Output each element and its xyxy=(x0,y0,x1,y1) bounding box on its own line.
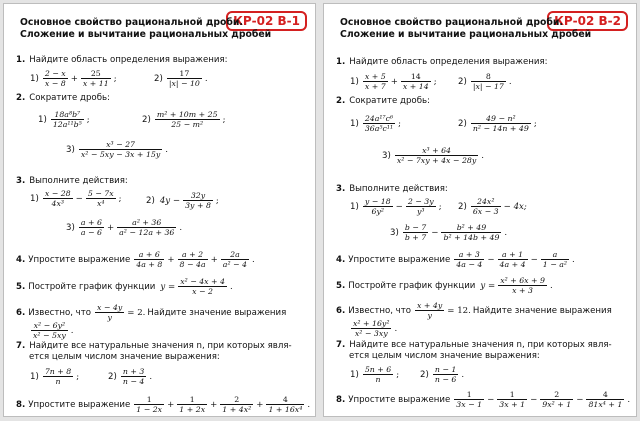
task-7-part-1 xyxy=(30,366,81,386)
variant-badge: КР-02 В-1 xyxy=(226,11,307,31)
punctuation: . xyxy=(504,227,508,238)
task-1 xyxy=(336,57,548,68)
fraction xyxy=(471,72,506,91)
numerator: x + 5 xyxy=(364,72,386,81)
part-label: 1) xyxy=(30,73,39,84)
numerator: m² + 10m + 25 xyxy=(156,110,218,119)
task-3 xyxy=(336,184,448,195)
denominator: b + 7 xyxy=(404,233,427,242)
punctuation: ; xyxy=(215,195,219,206)
operator: − xyxy=(75,193,83,204)
operator: − xyxy=(395,201,403,212)
denominator: 3x + 1 xyxy=(499,400,526,409)
task-number: 2. xyxy=(16,93,26,103)
fraction xyxy=(498,276,547,295)
part-label: 1) xyxy=(38,114,47,125)
expression-term: − 4x; xyxy=(503,201,527,212)
fraction xyxy=(177,395,207,414)
operator: + xyxy=(210,254,218,265)
denominator: x + 11 xyxy=(82,79,109,88)
punctuation: . xyxy=(627,394,631,405)
fraction xyxy=(43,69,68,88)
numerator: 1 xyxy=(177,395,207,405)
task-1-part-2 xyxy=(154,68,210,88)
part-label: 2) xyxy=(146,195,155,206)
fraction xyxy=(95,303,124,322)
denominator: 4a − 4 xyxy=(456,260,483,269)
denominator: |x| − 17 xyxy=(472,82,504,91)
numerator: 24x² xyxy=(471,197,501,207)
equation-value: = 2. xyxy=(127,307,146,318)
denominator: 81x⁴ + 1 xyxy=(588,400,623,409)
numerator: 2 xyxy=(540,390,573,400)
numerator: 5 − 7x xyxy=(87,189,114,198)
operator: + xyxy=(256,399,264,410)
punctuation: . xyxy=(307,399,311,410)
denominator: 6y² xyxy=(371,207,384,216)
denominator: x + 7 xyxy=(364,82,386,91)
numerator: n + 3 xyxy=(122,367,145,376)
denominator: x² − 7xy + 4x − 28y xyxy=(396,156,477,165)
numerator: x² + 16y² xyxy=(353,319,390,328)
denominator: 1 + 4x² xyxy=(222,405,252,414)
punctuation: . xyxy=(204,73,208,84)
punctuation: . xyxy=(70,325,74,336)
numerator: 4 xyxy=(586,390,624,400)
task-text-2: Найдите значение выражения xyxy=(472,305,612,316)
fraction xyxy=(167,69,202,88)
punctuation: . xyxy=(230,281,233,292)
fraction xyxy=(395,146,478,165)
operator: + xyxy=(70,73,78,84)
fraction xyxy=(86,189,116,208)
numerator: x³ + 64 xyxy=(395,146,478,156)
numerator: 4 xyxy=(266,395,304,405)
task-number: 1. xyxy=(336,57,346,67)
task-7 xyxy=(336,340,612,362)
numerator: a xyxy=(541,250,569,260)
denominator: x − 8 xyxy=(44,79,66,88)
task-text: Выполните действия: xyxy=(349,184,448,194)
title-line-2: Сложение и вычитание рациональных дробей xyxy=(20,29,272,40)
part-label: 2) xyxy=(458,118,467,129)
part-label: 1) xyxy=(350,118,359,129)
task-2-part-3 xyxy=(66,139,170,159)
numerator: 32y xyxy=(183,191,213,201)
denominator: 12a¹¹b⁵ xyxy=(52,120,82,129)
task-text: Сократите дробь: xyxy=(29,93,110,103)
punctuation: ; xyxy=(222,114,226,125)
denominator: n xyxy=(375,375,381,384)
title-line-1: Основное свойство рациональной дроби. xyxy=(340,17,563,28)
task-3-part-3 xyxy=(390,222,509,242)
task-number: 7. xyxy=(336,340,346,350)
task-text: Известно, что xyxy=(28,307,92,318)
fraction xyxy=(471,197,501,216)
numerator: 2 − 3y xyxy=(407,197,434,206)
task-1-part-1 xyxy=(350,71,439,91)
operator: + xyxy=(106,222,115,233)
fraction xyxy=(363,197,393,216)
fraction xyxy=(363,72,388,91)
task-3 xyxy=(16,176,128,187)
operator: − xyxy=(487,254,495,265)
task-7-part-2 xyxy=(420,364,466,384)
task-2-part-3 xyxy=(382,145,486,165)
part-label: 1) xyxy=(350,76,359,87)
fraction xyxy=(31,321,68,340)
part-label: 3) xyxy=(66,222,75,233)
numerator: 1 xyxy=(134,395,164,405)
task-text-line-2: ется целым числом значение выражения: xyxy=(29,352,220,362)
denominator: 1 + 2x xyxy=(179,405,206,414)
part-label: 2) xyxy=(108,371,117,382)
punctuation: ; xyxy=(113,73,117,84)
fraction xyxy=(540,390,573,409)
punctuation: . xyxy=(461,369,465,380)
numerator: 2 − x xyxy=(44,69,66,78)
denominator: x² − 3xy xyxy=(354,329,388,338)
numerator: 2a xyxy=(221,250,249,260)
fraction xyxy=(498,250,528,269)
task-5 xyxy=(336,275,555,295)
fraction xyxy=(51,110,84,129)
fraction xyxy=(363,365,393,384)
operator: + xyxy=(167,254,175,265)
part-label: 3) xyxy=(382,150,391,161)
fraction xyxy=(415,301,444,320)
part-label: 2) xyxy=(154,73,163,84)
task-number: 8. xyxy=(16,399,26,410)
task-text: Выполните действия: xyxy=(29,176,128,186)
denominator: 1 − 2x xyxy=(136,405,163,414)
fraction xyxy=(471,114,531,133)
part-label: 2) xyxy=(142,114,151,125)
task-7-part-2 xyxy=(108,366,154,386)
fraction xyxy=(183,191,213,210)
numerator: b − 7 xyxy=(404,223,427,232)
denominator: x + 3 xyxy=(512,286,534,295)
denominator: n xyxy=(55,377,61,386)
denominator: 3x − 1 xyxy=(456,400,483,409)
numerator: 25 xyxy=(81,69,111,79)
task-3-part-1 xyxy=(30,188,124,208)
fraction xyxy=(134,395,164,414)
numerator: a + 1 xyxy=(498,250,528,260)
numerator: x − 4y xyxy=(97,303,123,312)
task-text: Упростите выражение xyxy=(28,254,131,265)
task-text: Найдите область определения выражения: xyxy=(29,55,228,65)
task-number: 4. xyxy=(336,254,346,265)
denominator: 6x − 3 xyxy=(472,207,499,216)
fraction xyxy=(155,110,220,129)
task-text: Постройте график функции xyxy=(28,281,156,292)
equation-value: = 12. xyxy=(447,305,471,316)
operator: − xyxy=(431,227,439,238)
denominator: 36a⁵c¹¹ xyxy=(364,124,394,133)
part-label: 3) xyxy=(66,144,75,155)
task-text-2: Найдите значение выражения xyxy=(147,307,287,318)
numerator: 18a⁸b⁷ xyxy=(51,110,84,120)
numerator: x − 28 xyxy=(44,189,71,198)
fraction xyxy=(178,277,227,296)
task-7 xyxy=(16,341,292,363)
punctuation: . xyxy=(149,371,153,382)
task-7-part-1 xyxy=(350,364,401,384)
punctuation: ; xyxy=(118,193,122,204)
task-6 xyxy=(336,300,615,320)
task-text: Постройте график функции xyxy=(348,280,476,291)
denominator: n − 6 xyxy=(434,375,457,384)
task-text: Упростите выражение xyxy=(348,394,451,405)
punctuation: ; xyxy=(398,118,402,129)
punctuation: . xyxy=(165,144,169,155)
punctuation: . xyxy=(508,76,512,87)
task-3-part-2 xyxy=(146,190,221,210)
part-label: 1) xyxy=(350,369,359,380)
numerator: 24a¹⁷c⁶ xyxy=(364,114,394,123)
expression-term: 4y − xyxy=(159,195,181,206)
numerator: 1 xyxy=(497,390,527,400)
task-8 xyxy=(16,394,312,414)
task-number: 3. xyxy=(16,176,26,186)
denominator: |x| − 10 xyxy=(168,79,200,88)
numerator: b² + 49 xyxy=(441,223,501,233)
fraction xyxy=(43,189,73,208)
part-label: 2) xyxy=(458,201,467,212)
denominator: x⁴ xyxy=(96,199,105,208)
task-8 xyxy=(336,389,632,409)
fraction xyxy=(220,395,253,414)
fraction xyxy=(454,250,484,269)
operator: − xyxy=(530,394,538,405)
task-number: 4. xyxy=(16,254,26,265)
numerator: x² + 6x + 9 xyxy=(500,276,546,285)
denominator: a − 6 xyxy=(80,228,102,237)
fraction xyxy=(117,218,176,237)
title-line-2: Сложение и вычитание рациональных дробей xyxy=(340,29,592,40)
denominator: b² + 14b + 49 xyxy=(443,233,500,242)
fraction xyxy=(79,140,162,159)
numerator: a + 6 xyxy=(134,250,164,260)
task-number: 5. xyxy=(336,280,346,291)
fraction xyxy=(586,390,624,409)
title-line-1: Основное свойство рациональной дроби. xyxy=(20,17,243,28)
denominator: 4x³ xyxy=(51,199,64,208)
numerator: 5n + 6 xyxy=(364,365,392,374)
task-text: Найдите область определения выражения: xyxy=(349,57,548,67)
fraction xyxy=(406,197,436,216)
punctuation: . xyxy=(481,150,485,161)
part-label: 2) xyxy=(420,369,429,380)
fraction xyxy=(403,223,428,242)
task-text-line-2: ется целым числом значение выражения: xyxy=(349,351,540,361)
task-1 xyxy=(16,55,228,66)
punctuation: . xyxy=(179,222,183,233)
punctuation: ; xyxy=(438,201,442,212)
part-label: 1) xyxy=(350,201,359,212)
fraction xyxy=(351,319,391,338)
task-2 xyxy=(336,96,430,107)
denominator: 4a + 8 xyxy=(136,260,163,269)
fraction xyxy=(221,250,249,269)
task-number: 5. xyxy=(16,281,26,292)
task-2-part-2 xyxy=(458,113,539,133)
fraction xyxy=(401,72,431,91)
denominator: 1 − a² xyxy=(542,260,568,269)
punctuation: . xyxy=(572,254,575,265)
task-5 xyxy=(16,276,235,296)
numerator: x² − 4x + 4 xyxy=(180,277,226,286)
denominator: 1 + 16x⁴ xyxy=(268,405,303,414)
task-3-part-2 xyxy=(458,196,529,216)
variant-badge: КР-02 В-2 xyxy=(547,11,628,31)
numerator: 14 xyxy=(401,72,431,82)
fraction xyxy=(79,218,104,237)
task-6 xyxy=(16,302,289,322)
operator: + xyxy=(390,76,398,87)
task-4 xyxy=(16,249,257,269)
numerator: x³ − 27 xyxy=(79,140,162,150)
numerator: x² − 6y² xyxy=(31,321,68,331)
numerator: a + 6 xyxy=(80,218,102,227)
task-number: 3. xyxy=(336,184,346,194)
numerator: n − 1 xyxy=(434,365,457,374)
fraction xyxy=(178,250,208,269)
numerator: 1 xyxy=(454,390,484,400)
task-number: 7. xyxy=(16,341,26,351)
denominator: a² − 12a + 36 xyxy=(119,228,175,237)
fraction xyxy=(497,390,527,409)
punctuation: . xyxy=(550,280,553,291)
fraction xyxy=(454,390,484,409)
task-text: Упростите выражение xyxy=(348,254,451,265)
denominator: 8 − 4a xyxy=(179,260,206,269)
fraction xyxy=(363,114,395,133)
part-label: 2) xyxy=(458,76,467,87)
function-lhs: y = xyxy=(480,280,496,291)
denominator: n² − 14n + 49 xyxy=(472,124,529,133)
denominator: x² − 5xy − 3x + 15y xyxy=(80,150,161,159)
fraction xyxy=(121,367,146,386)
numerator: 17 xyxy=(167,69,202,79)
task-3-part-1 xyxy=(350,196,444,216)
numerator: 8 xyxy=(471,72,506,82)
task-text-line-1: Найдите все натуральные значения n, при которых явля- xyxy=(29,341,292,351)
task-number: 1. xyxy=(16,55,26,65)
punctuation: ; xyxy=(433,76,437,87)
operator: + xyxy=(210,399,218,410)
task-1-part-2 xyxy=(458,71,514,91)
fraction xyxy=(541,250,569,269)
task-6-target xyxy=(30,320,76,340)
task-4 xyxy=(336,249,577,269)
part-label: 1) xyxy=(30,193,39,204)
worksheet-title xyxy=(340,17,591,41)
punctuation: ; xyxy=(86,114,90,125)
numerator: 7n + 8 xyxy=(44,367,72,376)
part-label: 1) xyxy=(30,371,39,382)
operator: − xyxy=(576,394,584,405)
operator: − xyxy=(487,394,495,405)
task-2-part-1 xyxy=(38,109,92,129)
worksheet-variant-2 xyxy=(323,3,637,417)
denominator: 3y + 8 xyxy=(185,201,211,210)
denominator: y xyxy=(107,313,112,322)
task-text-line-1: Найдите все натуральные значения n, при которых явля- xyxy=(349,340,612,350)
worksheet-title xyxy=(20,17,271,41)
function-lhs: y = xyxy=(160,281,176,292)
operator: − xyxy=(530,254,538,265)
task-number: 2. xyxy=(336,96,346,106)
fraction xyxy=(266,395,304,414)
task-2-part-2 xyxy=(142,109,227,129)
task-6-target xyxy=(350,318,399,338)
numerator: y − 18 xyxy=(364,197,391,206)
task-text: Упростите выражение xyxy=(28,399,131,410)
task-number: 6. xyxy=(336,305,346,316)
task-1-part-1 xyxy=(30,68,119,88)
numerator: a + 3 xyxy=(454,250,484,260)
denominator: x² − 5xy xyxy=(33,331,66,340)
punctuation: ; xyxy=(396,369,400,380)
task-number: 6. xyxy=(16,307,26,318)
denominator: x + 14 xyxy=(402,82,429,91)
part-label: 3) xyxy=(390,227,399,238)
task-text: Сократите дробь: xyxy=(349,96,430,106)
fraction xyxy=(433,365,458,384)
task-number: 8. xyxy=(336,394,346,405)
numerator: 2 xyxy=(220,395,253,405)
denominator: 4a + 4 xyxy=(499,260,526,269)
denominator: n − 4 xyxy=(122,377,145,386)
denominator: 9x² + 1 xyxy=(542,400,572,409)
numerator: a² + 36 xyxy=(117,218,176,228)
punctuation: . xyxy=(252,254,255,265)
denominator: x − 2 xyxy=(192,287,214,296)
numerator: x + 4y xyxy=(417,301,443,310)
task-2 xyxy=(16,93,110,104)
fraction xyxy=(81,69,111,88)
task-text: Известно, что xyxy=(348,305,412,316)
task-3-part-3 xyxy=(66,217,184,237)
punctuation: ; xyxy=(76,371,80,382)
punctuation: . xyxy=(394,323,398,334)
fraction xyxy=(43,367,73,386)
task-2-part-1 xyxy=(350,113,403,133)
operator: + xyxy=(167,399,175,410)
numerator: a + 2 xyxy=(178,250,208,260)
denominator: y xyxy=(427,311,432,320)
denominator: a² − 4 xyxy=(222,260,248,269)
fraction xyxy=(441,223,501,242)
numerator: 49 − n² xyxy=(471,114,531,124)
denominator: 25 − m² xyxy=(171,120,204,129)
punctuation: ; xyxy=(533,118,537,129)
fraction xyxy=(134,250,164,269)
denominator: y³ xyxy=(417,207,425,216)
worksheet-variant-1 xyxy=(3,3,316,417)
